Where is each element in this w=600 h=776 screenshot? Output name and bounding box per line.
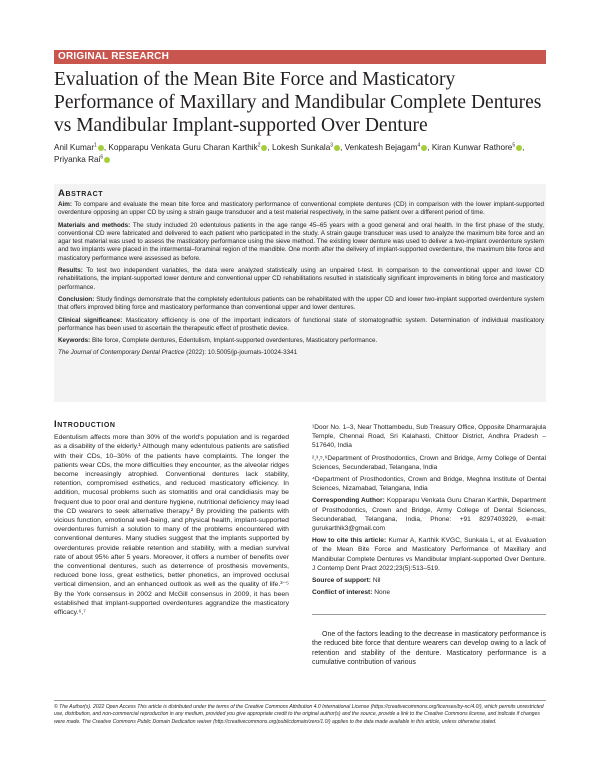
introduction-heading: Introduction <box>54 419 116 430</box>
column-divider <box>312 614 546 615</box>
author-name: Venkatesh Bejagam <box>344 143 418 152</box>
body-text-right <box>312 630 546 668</box>
abstract-keywords: Keywords: Bite force, Complete dentures, Edentulism, Implant-supported overdentures, Masticatory performance. <box>58 337 378 345</box>
author-name: Kiran Kunwar Rathore <box>431 143 513 152</box>
introduction-section <box>54 420 289 617</box>
abstract-aim: Aim: To compare and evaluate the mean bite force and masticatory performance of conventional complete dentures (CD) in comparison with the lower implant-supported overdenture opposing an upper CD by using a strain gauge transducer and a test material respectively, in the same patient over a different period of time. <box>58 201 544 217</box>
abstract-methods: Materials and methods: The study included 20 edentulous patients in the age range 45–65 years with a good general and oral health. In the first phase of the study, conventional CD were fabricated and delivered to each patient who participated in the study. A strain gauge transducer was used to analyze the maximum bite force and an agar test material was used to assess the masticatory performance using the sieve method. The existing lower denture was used to deliver a two-implant overdenture system and two implants were placed in the intermental–foraminal region of the mandible. One month after the delivery of implant-supported overdenture, the maximum bite force and masticatory performance were assessed as before. <box>58 221 544 262</box>
author-list: Anil Kumar$^1$ , Kopparapu Venkata Guru Charan Karthik$^2$ , Lokesh Sunkala$^3$ , Venkatesh Bejagam$^4$ , Kiran Kunwar Rathore$^5$ , Priyanka Rai$^6$ <box>54 142 525 164</box>
abstract-clinical-significance: Clinical significance: Masticatory efficiency is one of the important indicators of functional state of stomatognathic system. Determination of individual masticatory performance has been used to ascertain the therapeutic effect of prosthetic device. <box>58 316 544 332</box>
orcid-icon[interactable] <box>98 145 104 151</box>
how-to-cite: How to cite this article: Kumar A, Karthik KVGC, Sunkala L, et al. Evaluation of the Mean Bite Force and Masticatory Performance of Maxillary and Mandibular Complete Dentures vs Mandibular Implant-supported Over Denture. J Contemp Dent Pract 2022;23(5):513–519. <box>312 537 546 572</box>
article-type-banner: ORIGINAL RESEARCH <box>54 50 546 64</box>
author-name: Priyanka Rai <box>54 155 101 164</box>
license-footer: © The Author(s). 2022 Open Access This article is distributed under the terms of the Creative Commons Attribution 4.0 International License (https://creativecommons.org/licenses/by-nc/4.0/), which permits unrestricted use, distribution, and non-commercial reproduction in any medium, provided you give appropriate credit to the original author(s) and the source, provide a link to the Creative Commons license, and indicate if changes were made. The Creative Commons Public Domain Dedication waiver (http://creativecommons.org/publicdomain/zero/1.0/) applies to the data made available in this article, unless otherwise stated. <box>54 704 544 725</box>
introduction-text: Edentulism affects more than 30% of the world's population and is regarded as a disability of the elderly.¹ Although many edentulous patients are satisfied with their CDs, 10–30% of the patients have complaints. The longer the patients wear CDs, the more difficulties they encounter, as the alveolar ridges become increasingly atrophied. Conventional dentures lack stability, retention, compromised esthetics, and reduced masticatory efficiency. In addition, mucosal problems such as stomatitis and oral candidiasis may be frequent due to poor oral and denture hygiene, nutritional deficiency may lead the CD wearers to seek alternative therapy.² By providing the patients with vicious function, emotional well-being, and physical health, implant-supported overdentures furnish a solution to many of the problems encountered with conventional dentures. Many studies suggest that the implants supported by overdentures provide reliable retention and stability, with a median survival rate of about 95% after 5 years. Moreover, it offers a number of benefits over the conventional dentures, such as deterrence of prosthesis movements, reduced bone loss, great esthetics, better phonetics, an improved occlusal vertical dimension, and an enhanced outlook as well as the quality of life.³⁻⁵ By the York consensus in 2002 and McGill consensus in 2009, it has been established that implant-supported overdentures aggrandize the masticatory efficacy.⁶,⁷ <box>54 434 289 617</box>
author-name: Kopparapu Venkata Guru Charan Karthik <box>108 143 258 152</box>
source-of-support: Source of support: Nil <box>312 577 381 585</box>
abstract-body <box>58 201 544 362</box>
orcid-icon[interactable] <box>516 145 522 151</box>
affiliation: ¹Door No. 1–3, Near Thottambedu, Sub Treasury Office, Opposite Dharmarajula Temple, Chennai Road, Sri Kalahasti, Chittoor District, Andhra Pradesh – 517640, India <box>312 424 546 450</box>
author-name: Lokesh Sunkala <box>272 143 331 152</box>
abstract-results: Results: To test two independent variables, the data were analyzed statistically using an unpaired t-test. In comparison to the conventional upper and lower CD rehabilitations, the implant-supported lower denture and conventional upper CD rehabilitations resulted in statistically significant improvements in biting force and masticatory performance. <box>58 267 544 291</box>
orcid-icon[interactable] <box>261 145 267 151</box>
orcid-icon[interactable] <box>334 145 340 151</box>
article-info <box>312 423 546 600</box>
abstract-citation: The Journal of Contemporary Dental Practice (2022): 10.5005/jp-journals-10024-3341 <box>58 349 298 357</box>
orcid-icon[interactable] <box>421 145 427 151</box>
body-paragraph: One of the factors leading to the decrease in masticatory performance is the reduced bite force that denture wearers can develop owing to a lack of retention and stability of the denture. Masticatory performance is a cumulative contribution of various <box>312 631 546 667</box>
author-name: Anil Kumar <box>54 143 95 152</box>
footer-divider <box>54 700 546 701</box>
conflict-of-interest: Conflict of interest: None <box>312 589 391 597</box>
orcid-icon[interactable] <box>104 157 110 163</box>
abstract-heading: Abstract <box>58 188 104 199</box>
article-title: Evaluation of the Mean Bite Force and Masticatory Performance of Maxillary and Mandibular Complete Dentures vs Mandibular Implant-supported Over Denture <box>54 69 542 136</box>
affiliation: ²,³,⁵,⁶Department of Prosthodontics, Crown and Bridge, Army College of Dental Sciences, Secunderabad, Telangana, India <box>312 454 546 471</box>
abstract-conclusion: Conclusion: Study findings demonstrate that the completely edentulous patients can be rehabilitated with the upper CD and lower two-implant supported overdenture system that offers improved biting force and masticatory performance than conventional upper and lower dentures. <box>58 295 545 312</box>
corresponding-author: Corresponding Author: Kopparapu Venkata Guru Charan Karthik, Department of Prosthodontics, Crown and Bridge, Army College of Dental Sciences, Secunderabad, Telangana, India, Phone: +91 8297403929, e-mail: gurukarthik3@gmail.com <box>312 497 546 533</box>
affiliation: ⁴Department of Prosthodontics, Crown and Bridge, Meghna Institute of Dental Sciences, Nizamabad, Telangana, India <box>312 476 546 493</box>
